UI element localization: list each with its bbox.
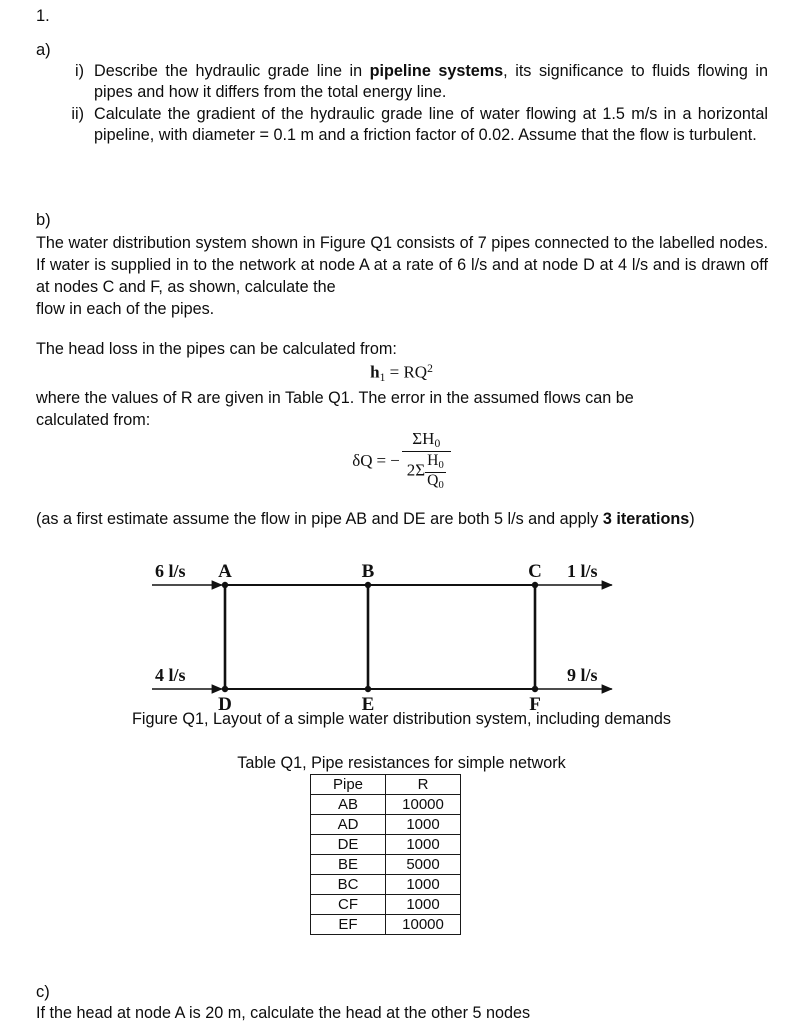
part-c-paragraph: If the head at node A is 20 m, calculate the head at the other 5 nodes [36,1004,531,1022]
table-cell-pipe: AD [311,815,386,835]
node-dot-C [532,582,538,588]
part-b-label: b) [36,211,51,229]
table-row [311,815,461,835]
inner-denominator-base: Q [427,471,439,489]
table-cell-pipe: CF [311,895,386,915]
inner-numerator-base: H [427,452,439,470]
equation-head-loss-lhs: h [370,362,380,382]
part-b-paragraph-1-text: The water distribution system shown in Figure Q1 consists of 7 pipes connected to the labelled nodes. If water is supplied in to the network at node A at a rate of 6 l/s and at node D at 4 l/s and is drawn off at nodes C and F, as shown, calculate the [36,234,768,296]
table-q1-caption: Table Q1, Pipe resistances for simple network [237,754,566,772]
equation-head-loss-rhs: RQ [403,362,428,382]
inner-denominator [425,472,446,491]
node-dot-E [365,686,371,692]
a-i-text-after: , its significance to fluids flowing in pipes and how it differs from the total energy line. [94,62,769,101]
table-header-r: R [386,775,461,795]
node-label-F: F [529,694,541,715]
inner-numerator [425,453,446,471]
part-b-paragraph-3 [36,387,768,431]
inner-denominator-sub: 0 [438,479,444,491]
table-cell-r: 1000 [386,895,461,915]
demand-label-A-inflow: 6 l/s [155,561,186,581]
equation-head-loss-rhs-sup: 2 [427,362,433,375]
part-b-paragraph-1 [36,232,768,320]
table-cell-pipe: BE [311,855,386,875]
equation-head-loss-lhs-sub: 1 [379,370,386,384]
table-row [311,895,461,915]
node-label-B: B [361,561,375,582]
list-item-a-i [58,61,768,103]
node-dot-D [222,686,228,692]
denominator-inner-fraction [425,453,446,490]
equation-head-loss [0,362,803,384]
table-header-row [311,775,461,795]
node-dot-A [222,582,228,588]
demand-label-F-outflow: 9 l/s [567,665,598,685]
part-b-paragraph-4-bold: 3 iterations [602,510,690,528]
table-cell-r: 5000 [386,855,461,875]
equation-flow-correction-body [352,430,451,491]
table-cell-r: 1000 [386,875,461,895]
equation-head-loss-equals: = [389,362,400,382]
table-row [311,835,461,855]
part-b-paragraph-3-lastline: calculated from: [36,411,151,429]
part-b-paragraph-4-pre: (as a first estimate assume the flow in pipe AB and DE are both 5 l/s and apply [36,510,603,528]
demand-label-D-inflow: 4 l/s [155,665,186,685]
node-dot-B [365,582,371,588]
node-label-A: A [218,561,232,582]
table-cell-pipe: EF [311,915,386,935]
node-label-E: E [361,694,375,715]
figure-q1-network-diagram [0,555,803,715]
list-item-a-i-text [94,61,768,103]
equation-flow-correction-fraction [402,430,451,491]
question-number: 1. [36,7,50,25]
pipe-resistance-table [310,774,461,935]
part-b-paragraph-2: The head loss in the pipes can be calculated from: [36,340,397,358]
part-c-label: c) [36,983,50,1001]
table-cell-r: 10000 [386,915,461,935]
equation-flow-correction [0,430,803,491]
part-a-list [58,61,768,147]
part-b-paragraph-4 [36,508,768,530]
table-row [311,795,461,815]
numerator-sub: 0 [434,437,441,451]
table-cell-r: 10000 [386,795,461,815]
table-cell-r: 1000 [386,835,461,855]
table-row [311,875,461,895]
equation-flow-correction-equals: = [376,450,387,470]
node-dot-F [532,686,538,692]
table-header-pipe: Pipe [311,775,386,795]
equation-flow-correction-sign: − [390,450,400,470]
a-i-text-before: Describe the hydraulic grade line in [94,62,370,80]
table-cell-pipe: BC [311,875,386,895]
inner-numerator-sub: 0 [438,460,444,472]
table-cell-r: 1000 [386,815,461,835]
demand-label-C-outflow: 1 l/s [567,561,598,581]
denominator-prefix: 2Σ [406,460,426,480]
table-row [311,915,461,935]
numerator-sigma-h: ΣH [412,429,435,448]
part-b-paragraph-1-lastline: flow in each of the pipes. [36,300,215,318]
equation-flow-correction-denominator [402,451,451,490]
table-row [311,855,461,875]
part-b-paragraph-4-post: ) [689,510,695,528]
list-marker-ii: ii) [71,105,84,123]
node-label-C: C [528,561,542,582]
table-cell-pipe: DE [311,835,386,855]
table-cell-pipe: AB [311,795,386,815]
part-a-label: a) [36,41,51,59]
list-item-a-ii [58,104,768,146]
list-marker-i: i) [75,62,84,80]
a-i-bold-phrase: pipeline systems [369,62,504,80]
equation-flow-correction-numerator [407,430,445,451]
part-b-paragraph-3-text: where the values of R are given in Table Q1. The error in the assumed flows can be [36,389,634,407]
figure-q1-caption: Figure Q1, Layout of a simple water distribution system, including demands [132,710,671,728]
list-item-a-ii-text: Calculate the gradient of the hydraulic grade line of water flowing at 1.5 m/s in a horizontal pipeline, with diameter = 0.1 m and a friction factor of 0.02. Assume that the flow is turbulent. [94,105,768,144]
equation-flow-correction-lhs: δQ [352,450,373,470]
node-label-D: D [218,694,232,715]
